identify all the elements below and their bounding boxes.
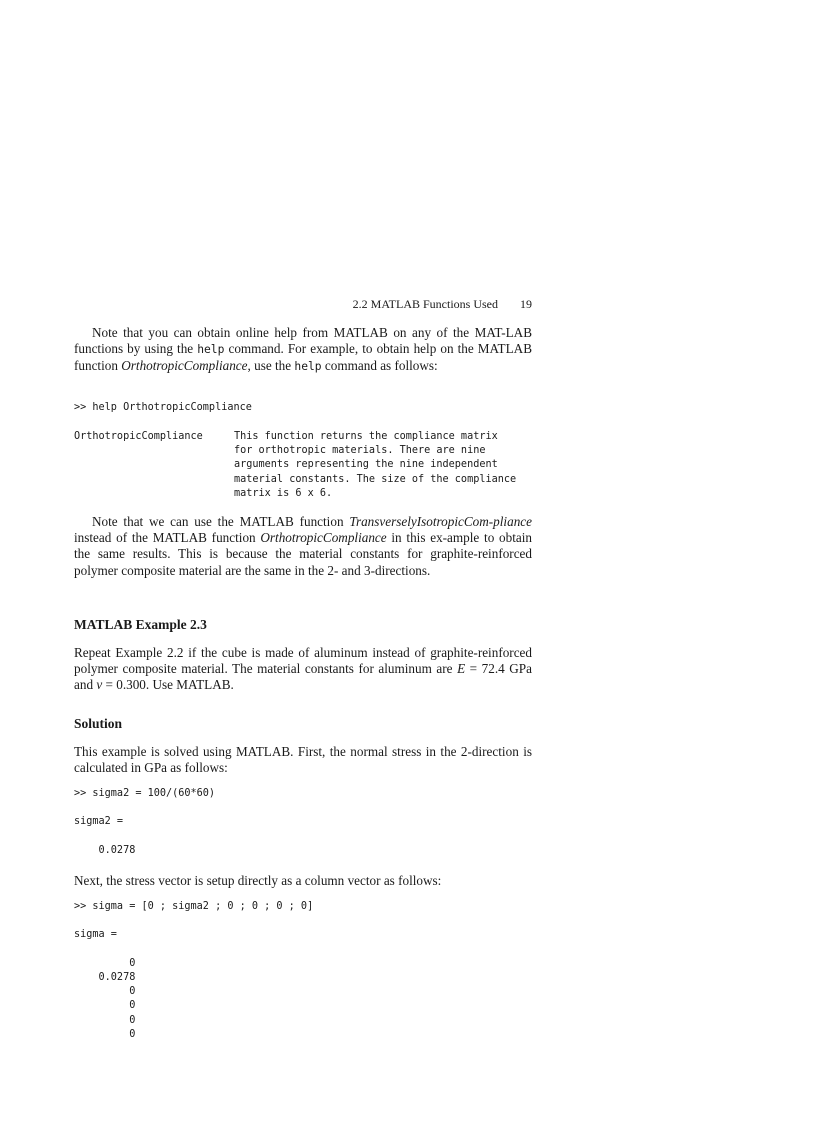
paragraph-solution-intro: This example is solved using MATLAB. First, the normal stress in the 2-direction is calculated in GPa as follows: <box>74 744 532 776</box>
inline-code-help: help <box>294 360 322 374</box>
paragraph-help-intro: Note that you can obtain online help from MATLAB on any of the MAT-LAB functions by using the help command. For example, to obtain help on the MATLAB function OrthotropicCompliance, use the help command as follows: <box>74 325 532 374</box>
code-block-help-command: >> help OrthotropicCompliance <box>74 402 252 413</box>
function-name: OrthotropicCompliance <box>121 358 248 374</box>
function-name: TransverselyIsotropicCom-pliance <box>349 514 532 529</box>
page-number: 19 <box>520 297 532 311</box>
math-symbol-nu: ν <box>96 677 103 693</box>
paragraph-stress-vector: Next, the stress vector is setup directly as a column vector as follows: <box>74 873 442 888</box>
inline-code-help: help <box>197 343 225 357</box>
example-heading: MATLAB Example 2.3 <box>74 617 207 632</box>
solution-heading: Solution <box>74 716 123 731</box>
math-symbol-E: E <box>457 661 466 677</box>
function-name: OrthotropicCompliance <box>260 530 387 546</box>
help-output <box>74 430 532 501</box>
paragraph-example-statement: Repeat Example 2.2 if the cube is made of aluminum instead of graphite-reinforced polymer composite material. The material constants for aluminum are E = 72.4 GPa and ν = 0.300. Use MATLAB. <box>74 645 532 693</box>
code-block-sigma-vector: >> sigma = [0 ; sigma2 ; 0 ; 0 ; 0 ; 0] sigma = 0 0.0278 0 0 0 0 <box>74 901 314 1040</box>
code-block-sigma2: >> sigma2 = 100/(60*60) sigma2 = 0.0278 <box>74 788 216 856</box>
running-header <box>353 297 532 312</box>
paragraph-transversely-note: Note that we can use the MATLAB function TransverselyIsotropicCom-pliance instead of the MATLAB function OrthotropicCompliance in this ex-ample to obtain the same results. This is because the material constants for graphite-reinforced polymer composite material are the same in the 2- and 3-directions. <box>74 514 532 578</box>
help-output-description: This function returns the compliance matrix for orthotropic materials. There are nine arguments representing the nine independent material constants. The size of the compliance matrix is 6 x 6. <box>234 431 517 499</box>
header-section-title: 2.2 MATLAB Functions Used <box>352 297 498 311</box>
help-output-name: OrthotropicCompliance <box>74 431 203 442</box>
